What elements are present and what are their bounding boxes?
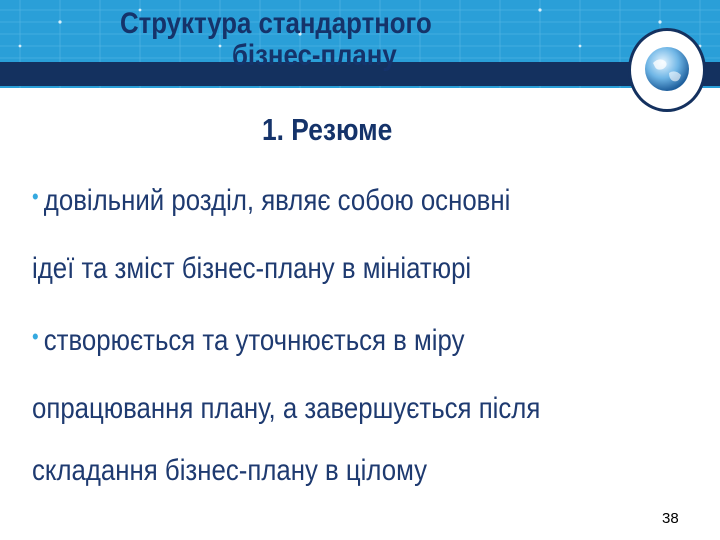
bullet-1-text-line-1: довільний розділ, являє собою основні: [43, 184, 511, 217]
bullet-2-line-1: [32, 324, 464, 360]
slide-title-line1: Структура стандартного: [120, 7, 432, 40]
bullet-marker: •: [32, 324, 39, 349]
globe-icon: [643, 45, 691, 93]
slide-title-line2: бізнес-плану: [232, 39, 397, 72]
bullet-1-line-1: [32, 184, 510, 220]
bullet-1-text-line-2: ідеї та зміст бізнес-плану в мініатюрі: [32, 252, 472, 285]
section-heading: 1. Резюме: [262, 112, 393, 147]
logo-badge: [628, 28, 706, 112]
bullet-2-text-line-3: складання бізнес-плану в цілому: [32, 454, 428, 487]
bullet-marker: •: [32, 184, 39, 209]
page-number: 38: [662, 510, 679, 527]
bullet-2-text-line-2: опрацювання плану, а завершується після: [32, 392, 541, 425]
bullet-2-text-line-1: створюється та уточнюється в міру: [43, 324, 465, 357]
